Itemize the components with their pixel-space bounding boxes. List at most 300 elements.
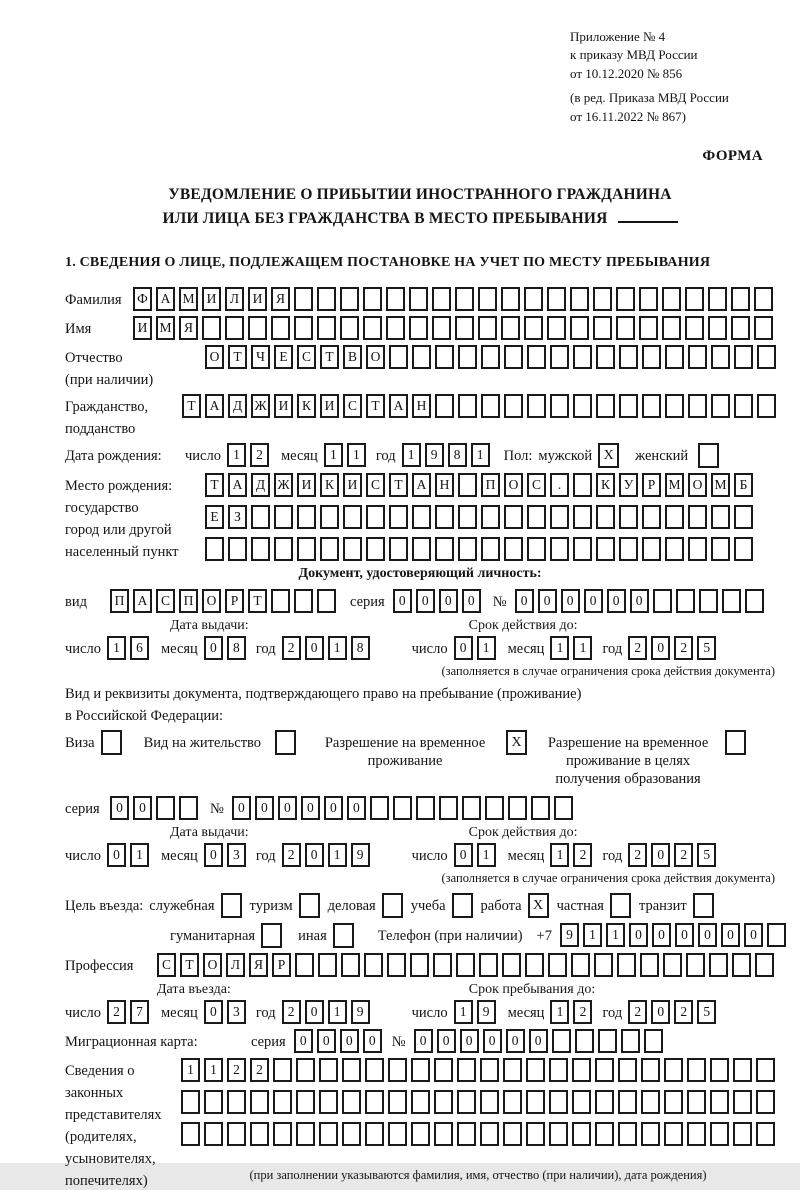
char-cell[interactable] xyxy=(572,1090,591,1114)
char-cell[interactable] xyxy=(271,316,290,340)
char-cell[interactable] xyxy=(416,796,435,820)
char-cell[interactable] xyxy=(478,316,497,340)
char-cell[interactable]: 6 xyxy=(130,636,149,660)
char-cell[interactable] xyxy=(389,505,408,529)
char-cell[interactable] xyxy=(502,953,521,977)
char-cell[interactable]: 2 xyxy=(282,1000,301,1024)
char-cell[interactable]: У xyxy=(619,473,638,497)
char-cell[interactable]: 0 xyxy=(204,843,223,867)
char-cell[interactable] xyxy=(619,345,638,369)
char-cell[interactable]: Е xyxy=(205,505,224,529)
char-cell[interactable] xyxy=(639,316,658,340)
char-cell[interactable] xyxy=(593,316,612,340)
char-cell[interactable] xyxy=(317,316,336,340)
char-cell[interactable] xyxy=(342,1122,361,1146)
char-cell[interactable] xyxy=(204,1090,223,1114)
char-cell[interactable] xyxy=(504,537,523,561)
char-cell[interactable]: О xyxy=(202,589,221,613)
char-cell[interactable] xyxy=(439,796,458,820)
char-cell[interactable] xyxy=(526,1090,545,1114)
char-cell[interactable] xyxy=(665,537,684,561)
char-cell[interactable] xyxy=(549,1090,568,1114)
char-cell[interactable]: 3 xyxy=(227,843,246,867)
char-cell[interactable] xyxy=(435,537,454,561)
char-cell[interactable]: 0 xyxy=(515,589,534,613)
char-cell[interactable] xyxy=(708,316,727,340)
char-cell[interactable] xyxy=(731,287,750,311)
char-cell[interactable]: 9 xyxy=(560,923,579,947)
char-cell[interactable] xyxy=(455,316,474,340)
char-cell[interactable] xyxy=(710,1090,729,1114)
char-cell[interactable] xyxy=(573,505,592,529)
char-cell[interactable] xyxy=(663,953,682,977)
char-cell[interactable] xyxy=(501,316,520,340)
char-cell[interactable] xyxy=(527,505,546,529)
char-cell[interactable] xyxy=(480,1058,499,1082)
char-cell[interactable] xyxy=(550,505,569,529)
char-cell[interactable] xyxy=(550,394,569,418)
char-cell[interactable] xyxy=(664,1058,683,1082)
char-cell[interactable]: 7 xyxy=(130,1000,149,1024)
char-cell[interactable] xyxy=(457,1090,476,1114)
char-cell[interactable] xyxy=(480,1090,499,1114)
char-cell[interactable] xyxy=(485,796,504,820)
char-cell[interactable] xyxy=(685,316,704,340)
char-cell[interactable]: 5 xyxy=(697,843,716,867)
char-cell[interactable] xyxy=(756,1090,775,1114)
char-cell[interactable] xyxy=(531,796,550,820)
char-cell[interactable] xyxy=(642,394,661,418)
char-cell[interactable] xyxy=(294,589,313,613)
char-cell[interactable] xyxy=(662,316,681,340)
char-cell[interactable] xyxy=(665,505,684,529)
purpose-business-checkbox[interactable] xyxy=(382,893,403,918)
char-cell[interactable] xyxy=(434,1090,453,1114)
purpose-tourism-checkbox[interactable] xyxy=(299,893,320,918)
char-cell[interactable] xyxy=(554,796,573,820)
char-cell[interactable]: О xyxy=(504,473,523,497)
char-cell[interactable]: 2 xyxy=(573,1000,592,1024)
char-cell[interactable]: 1 xyxy=(477,636,496,660)
char-cell[interactable]: Е xyxy=(274,345,293,369)
char-cell[interactable] xyxy=(573,394,592,418)
char-cell[interactable] xyxy=(435,345,454,369)
char-cell[interactable]: 0 xyxy=(460,1029,479,1053)
char-cell[interactable] xyxy=(618,1122,637,1146)
char-cell[interactable] xyxy=(317,287,336,311)
char-cell[interactable]: 2 xyxy=(250,443,269,467)
char-cell[interactable] xyxy=(699,589,718,613)
char-cell[interactable]: 0 xyxy=(651,1000,670,1024)
char-cell[interactable]: 0 xyxy=(324,796,343,820)
char-cell[interactable] xyxy=(616,287,635,311)
char-cell[interactable] xyxy=(756,1058,775,1082)
char-cell[interactable] xyxy=(711,345,730,369)
char-cell[interactable] xyxy=(295,953,314,977)
char-cell[interactable]: Т xyxy=(205,473,224,497)
char-cell[interactable] xyxy=(181,1122,200,1146)
char-cell[interactable] xyxy=(573,473,592,497)
char-cell[interactable]: 0 xyxy=(630,589,649,613)
char-cell[interactable] xyxy=(296,1122,315,1146)
char-cell[interactable]: С xyxy=(156,589,175,613)
char-cell[interactable]: О xyxy=(366,345,385,369)
char-cell[interactable]: П xyxy=(481,473,500,497)
char-cell[interactable] xyxy=(503,1058,522,1082)
char-cell[interactable]: 8 xyxy=(227,636,246,660)
char-cell[interactable]: М xyxy=(179,287,198,311)
char-cell[interactable]: 0 xyxy=(454,843,473,867)
char-cell[interactable] xyxy=(340,316,359,340)
char-cell[interactable] xyxy=(685,287,704,311)
char-cell[interactable] xyxy=(274,505,293,529)
char-cell[interactable]: А xyxy=(412,473,431,497)
char-cell[interactable] xyxy=(501,287,520,311)
char-cell[interactable]: Я xyxy=(271,287,290,311)
char-cell[interactable] xyxy=(462,796,481,820)
char-cell[interactable]: 0 xyxy=(204,636,223,660)
char-cell[interactable] xyxy=(734,505,753,529)
char-cell[interactable] xyxy=(767,923,786,947)
char-cell[interactable]: 2 xyxy=(628,843,647,867)
char-cell[interactable]: И xyxy=(343,473,362,497)
char-cell[interactable] xyxy=(388,1122,407,1146)
char-cell[interactable] xyxy=(411,1058,430,1082)
char-cell[interactable] xyxy=(370,796,389,820)
char-cell[interactable] xyxy=(481,394,500,418)
char-cell[interactable] xyxy=(503,1122,522,1146)
char-cell[interactable] xyxy=(709,953,728,977)
char-cell[interactable] xyxy=(642,505,661,529)
char-cell[interactable]: 2 xyxy=(674,636,693,660)
char-cell[interactable] xyxy=(341,953,360,977)
char-cell[interactable]: К xyxy=(297,394,316,418)
char-cell[interactable]: 2 xyxy=(107,1000,126,1024)
char-cell[interactable] xyxy=(757,345,776,369)
char-cell[interactable]: Т xyxy=(320,345,339,369)
char-cell[interactable] xyxy=(688,345,707,369)
char-cell[interactable]: К xyxy=(320,473,339,497)
char-cell[interactable] xyxy=(365,1122,384,1146)
char-cell[interactable] xyxy=(644,1029,663,1053)
char-cell[interactable] xyxy=(619,537,638,561)
char-cell[interactable]: 1 xyxy=(324,443,343,467)
char-cell[interactable] xyxy=(271,589,290,613)
char-cell[interactable] xyxy=(641,1090,660,1114)
char-cell[interactable]: Т xyxy=(366,394,385,418)
char-cell[interactable] xyxy=(363,316,382,340)
char-cell[interactable] xyxy=(642,537,661,561)
char-cell[interactable] xyxy=(365,1058,384,1082)
char-cell[interactable] xyxy=(319,1090,338,1114)
char-cell[interactable]: Р xyxy=(225,589,244,613)
char-cell[interactable] xyxy=(181,1090,200,1114)
char-cell[interactable]: 1 xyxy=(454,1000,473,1024)
char-cell[interactable]: 2 xyxy=(282,843,301,867)
char-cell[interactable] xyxy=(548,953,567,977)
char-cell[interactable]: С xyxy=(343,394,362,418)
char-cell[interactable] xyxy=(527,394,546,418)
char-cell[interactable]: 0 xyxy=(278,796,297,820)
char-cell[interactable]: Т xyxy=(180,953,199,977)
char-cell[interactable] xyxy=(433,953,452,977)
char-cell[interactable] xyxy=(734,537,753,561)
char-cell[interactable]: С xyxy=(527,473,546,497)
char-cell[interactable] xyxy=(412,537,431,561)
char-cell[interactable] xyxy=(412,345,431,369)
char-cell[interactable] xyxy=(754,316,773,340)
char-cell[interactable]: Я xyxy=(179,316,198,340)
char-cell[interactable] xyxy=(456,953,475,977)
char-cell[interactable] xyxy=(617,953,636,977)
char-cell[interactable]: 0 xyxy=(675,923,694,947)
purpose-work-checkbox[interactable]: X xyxy=(528,893,549,918)
char-cell[interactable]: С xyxy=(366,473,385,497)
char-cell[interactable] xyxy=(755,953,774,977)
char-cell[interactable] xyxy=(342,1090,361,1114)
char-cell[interactable] xyxy=(366,537,385,561)
char-cell[interactable] xyxy=(598,1029,617,1053)
char-cell[interactable] xyxy=(686,953,705,977)
char-cell[interactable]: 1 xyxy=(227,443,246,467)
char-cell[interactable]: 9 xyxy=(425,443,444,467)
char-cell[interactable] xyxy=(618,1058,637,1082)
char-cell[interactable]: 1 xyxy=(583,923,602,947)
char-cell[interactable]: М xyxy=(711,473,730,497)
char-cell[interactable]: 0 xyxy=(317,1029,336,1053)
char-cell[interactable]: 0 xyxy=(462,589,481,613)
char-cell[interactable]: 5 xyxy=(697,1000,716,1024)
char-cell[interactable] xyxy=(596,345,615,369)
char-cell[interactable]: 1 xyxy=(550,636,569,660)
char-cell[interactable] xyxy=(734,394,753,418)
char-cell[interactable]: Н xyxy=(435,473,454,497)
char-cell[interactable] xyxy=(594,953,613,977)
char-cell[interactable] xyxy=(435,394,454,418)
char-cell[interactable]: 1 xyxy=(402,443,421,467)
char-cell[interactable] xyxy=(524,316,543,340)
char-cell[interactable] xyxy=(363,287,382,311)
char-cell[interactable]: 1 xyxy=(347,443,366,467)
char-cell[interactable]: Д xyxy=(228,394,247,418)
char-cell[interactable] xyxy=(320,505,339,529)
char-cell[interactable] xyxy=(458,345,477,369)
char-cell[interactable] xyxy=(480,1122,499,1146)
char-cell[interactable] xyxy=(457,1122,476,1146)
char-cell[interactable] xyxy=(508,796,527,820)
char-cell[interactable] xyxy=(393,796,412,820)
char-cell[interactable] xyxy=(274,537,293,561)
char-cell[interactable] xyxy=(616,316,635,340)
char-cell[interactable] xyxy=(596,537,615,561)
char-cell[interactable]: Я xyxy=(249,953,268,977)
char-cell[interactable] xyxy=(478,287,497,311)
char-cell[interactable]: И xyxy=(320,394,339,418)
char-cell[interactable] xyxy=(202,316,221,340)
char-cell[interactable] xyxy=(481,345,500,369)
temp-residence-education-checkbox[interactable] xyxy=(725,730,746,755)
char-cell[interactable] xyxy=(549,1058,568,1082)
temp-residence-checkbox[interactable]: X xyxy=(506,730,527,755)
char-cell[interactable] xyxy=(504,394,523,418)
char-cell[interactable]: 0 xyxy=(744,923,763,947)
char-cell[interactable]: З xyxy=(228,505,247,529)
char-cell[interactable] xyxy=(205,537,224,561)
char-cell[interactable] xyxy=(364,953,383,977)
char-cell[interactable]: О xyxy=(203,953,222,977)
char-cell[interactable]: 0 xyxy=(483,1029,502,1053)
visa-checkbox[interactable] xyxy=(101,730,122,755)
char-cell[interactable] xyxy=(412,505,431,529)
char-cell[interactable] xyxy=(527,537,546,561)
char-cell[interactable] xyxy=(250,1090,269,1114)
char-cell[interactable]: 2 xyxy=(282,636,301,660)
char-cell[interactable]: 2 xyxy=(227,1058,246,1082)
char-cell[interactable]: 0 xyxy=(629,923,648,947)
char-cell[interactable]: 2 xyxy=(250,1058,269,1082)
char-cell[interactable]: А xyxy=(156,287,175,311)
char-cell[interactable] xyxy=(547,316,566,340)
char-cell[interactable] xyxy=(524,287,543,311)
sex-female-checkbox[interactable] xyxy=(698,443,719,468)
char-cell[interactable]: С xyxy=(157,953,176,977)
char-cell[interactable] xyxy=(251,505,270,529)
char-cell[interactable] xyxy=(250,1122,269,1146)
char-cell[interactable] xyxy=(688,394,707,418)
char-cell[interactable]: 5 xyxy=(697,636,716,660)
char-cell[interactable] xyxy=(572,1122,591,1146)
char-cell[interactable] xyxy=(595,1122,614,1146)
char-cell[interactable]: 0 xyxy=(651,843,670,867)
char-cell[interactable] xyxy=(432,287,451,311)
char-cell[interactable]: А xyxy=(389,394,408,418)
char-cell[interactable] xyxy=(273,1090,292,1114)
char-cell[interactable]: 0 xyxy=(651,636,670,660)
char-cell[interactable] xyxy=(711,505,730,529)
char-cell[interactable]: 8 xyxy=(351,636,370,660)
char-cell[interactable] xyxy=(550,537,569,561)
purpose-official-checkbox[interactable] xyxy=(221,893,242,918)
char-cell[interactable] xyxy=(526,1122,545,1146)
char-cell[interactable]: Т xyxy=(389,473,408,497)
char-cell[interactable] xyxy=(710,1058,729,1082)
char-cell[interactable] xyxy=(665,345,684,369)
char-cell[interactable] xyxy=(641,1058,660,1082)
char-cell[interactable]: 2 xyxy=(628,636,647,660)
char-cell[interactable]: А xyxy=(228,473,247,497)
char-cell[interactable] xyxy=(572,1058,591,1082)
char-cell[interactable]: И xyxy=(248,287,267,311)
char-cell[interactable] xyxy=(733,1058,752,1082)
char-cell[interactable] xyxy=(664,1122,683,1146)
char-cell[interactable] xyxy=(386,316,405,340)
char-cell[interactable]: Д xyxy=(251,473,270,497)
char-cell[interactable]: 0 xyxy=(414,1029,433,1053)
char-cell[interactable] xyxy=(389,537,408,561)
char-cell[interactable]: И xyxy=(202,287,221,311)
char-cell[interactable] xyxy=(294,287,313,311)
char-cell[interactable] xyxy=(273,1122,292,1146)
char-cell[interactable]: 0 xyxy=(305,843,324,867)
char-cell[interactable] xyxy=(342,1058,361,1082)
char-cell[interactable] xyxy=(596,394,615,418)
char-cell[interactable] xyxy=(481,537,500,561)
purpose-private-checkbox[interactable] xyxy=(610,893,631,918)
char-cell[interactable] xyxy=(434,1058,453,1082)
char-cell[interactable] xyxy=(653,589,672,613)
char-cell[interactable]: 0 xyxy=(305,1000,324,1024)
char-cell[interactable]: 2 xyxy=(628,1000,647,1024)
char-cell[interactable]: 0 xyxy=(393,589,412,613)
char-cell[interactable] xyxy=(745,589,764,613)
char-cell[interactable] xyxy=(458,505,477,529)
char-cell[interactable] xyxy=(481,505,500,529)
char-cell[interactable]: 9 xyxy=(351,843,370,867)
char-cell[interactable] xyxy=(409,316,428,340)
char-cell[interactable] xyxy=(504,505,523,529)
char-cell[interactable] xyxy=(687,1090,706,1114)
char-cell[interactable] xyxy=(204,1122,223,1146)
char-cell[interactable]: 0 xyxy=(506,1029,525,1053)
purpose-humanitarian-checkbox[interactable] xyxy=(261,923,282,948)
char-cell[interactable] xyxy=(757,394,776,418)
char-cell[interactable]: 0 xyxy=(340,1029,359,1053)
char-cell[interactable] xyxy=(642,345,661,369)
char-cell[interactable]: К xyxy=(596,473,615,497)
char-cell[interactable] xyxy=(297,537,316,561)
char-cell[interactable]: 3 xyxy=(227,1000,246,1024)
char-cell[interactable] xyxy=(733,1090,752,1114)
char-cell[interactable] xyxy=(320,537,339,561)
char-cell[interactable] xyxy=(340,287,359,311)
char-cell[interactable]: И xyxy=(274,394,293,418)
char-cell[interactable] xyxy=(479,953,498,977)
char-cell[interactable]: 1 xyxy=(471,443,490,467)
char-cell[interactable]: Т xyxy=(228,345,247,369)
char-cell[interactable]: 0 xyxy=(529,1029,548,1053)
char-cell[interactable]: 1 xyxy=(550,1000,569,1024)
char-cell[interactable]: П xyxy=(110,589,129,613)
char-cell[interactable] xyxy=(319,1058,338,1082)
char-cell[interactable] xyxy=(547,287,566,311)
char-cell[interactable]: 0 xyxy=(416,589,435,613)
char-cell[interactable] xyxy=(458,537,477,561)
char-cell[interactable] xyxy=(687,1058,706,1082)
purpose-study-checkbox[interactable] xyxy=(452,893,473,918)
char-cell[interactable]: 0 xyxy=(294,1029,313,1053)
char-cell[interactable] xyxy=(251,537,270,561)
char-cell[interactable] xyxy=(411,1090,430,1114)
char-cell[interactable] xyxy=(457,1058,476,1082)
char-cell[interactable] xyxy=(573,537,592,561)
char-cell[interactable] xyxy=(688,537,707,561)
char-cell[interactable]: Ж xyxy=(274,473,293,497)
sex-male-checkbox[interactable]: X xyxy=(598,443,619,468)
char-cell[interactable]: Ч xyxy=(251,345,270,369)
char-cell[interactable] xyxy=(294,316,313,340)
char-cell[interactable] xyxy=(458,394,477,418)
char-cell[interactable]: 2 xyxy=(674,1000,693,1024)
char-cell[interactable] xyxy=(179,796,198,820)
char-cell[interactable]: А xyxy=(133,589,152,613)
char-cell[interactable] xyxy=(722,589,741,613)
char-cell[interactable]: 0 xyxy=(232,796,251,820)
char-cell[interactable] xyxy=(387,953,406,977)
char-cell[interactable] xyxy=(571,953,590,977)
char-cell[interactable]: Т xyxy=(182,394,201,418)
char-cell[interactable] xyxy=(225,316,244,340)
char-cell[interactable]: 1 xyxy=(328,843,347,867)
